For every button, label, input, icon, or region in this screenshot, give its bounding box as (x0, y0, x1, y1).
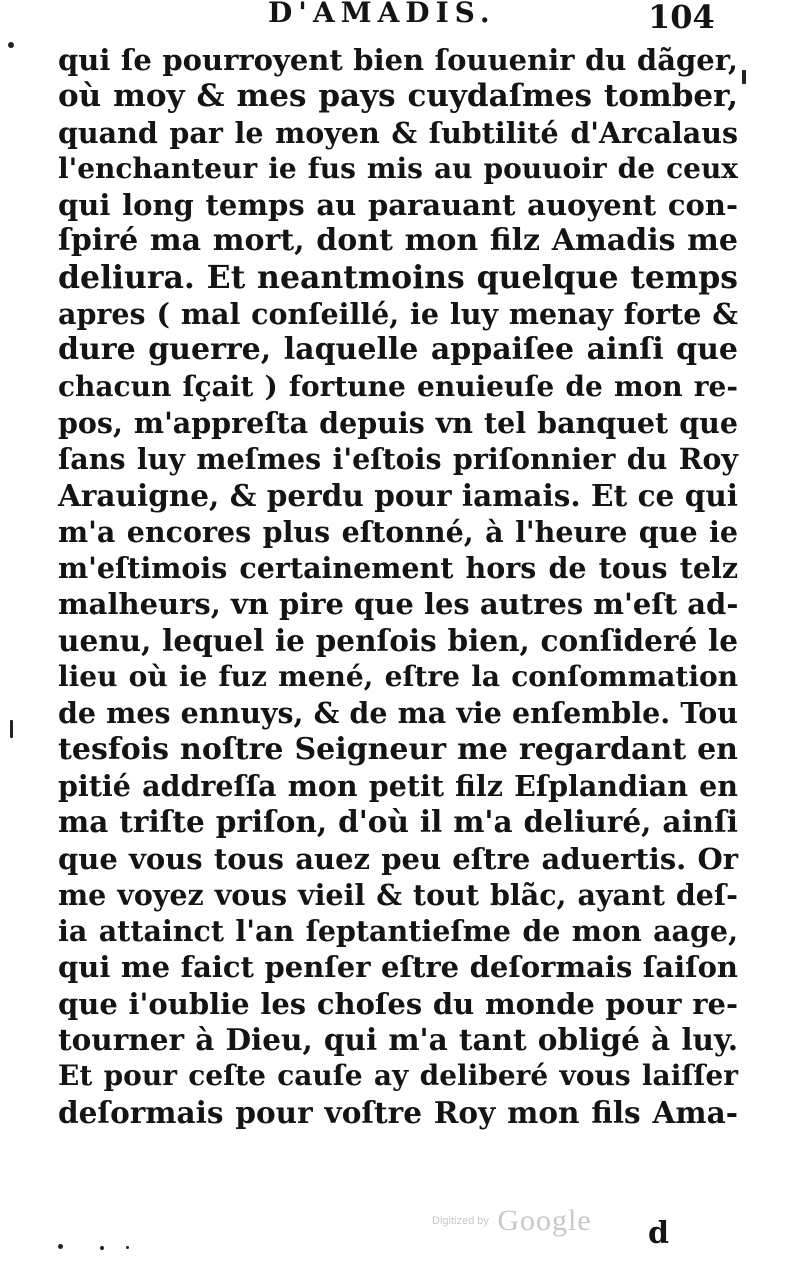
text-line: ſpiré ma mort, dont mon filz Amadis me (58, 223, 738, 259)
text-line: Et pour ceſte cauſe ay deliberé vous laiſſer (58, 1059, 738, 1093)
text-line: qui ſe pourroyent bien ſouuenir du dãger, (58, 43, 738, 77)
text-line: chacun ſçait ) fortune enuieuſe de mon re- (58, 369, 738, 403)
catchword: d (648, 1216, 669, 1251)
text-line: de mes ennuys, & de ma vie enſemble. Tou (58, 696, 738, 731)
text-line: ia attainct l'an ſeptantieſme de mon aage, (58, 914, 738, 949)
text-line: que vous tous auez peu eſtre aduertis. Or (58, 841, 738, 876)
margin-speck (742, 70, 746, 84)
page-number: 104 (648, 0, 715, 36)
text-line: apres ( mal conſeillé, ie luy menay forte & (58, 297, 738, 332)
text-line: ſans luy meſmes i'eſtois priſonnier du Roy (58, 442, 738, 477)
text-line: tesfois noſtre Seigneur me regardant en (58, 731, 738, 767)
running-head: D'AMADIS. (268, 0, 496, 29)
digitized-watermark (432, 1204, 592, 1238)
margin-speck (58, 1244, 63, 1249)
text-line: malheurs, vn pire que les autres m'eſt ad- (58, 587, 739, 622)
text-line: lieu où ie fuz mené, eſtre la conſommation (58, 660, 738, 694)
watermark-small-text: Digitized by (432, 1215, 489, 1227)
text-line: me voyez vous vieil & tout blãc, ayant deſ- (58, 877, 738, 912)
text-line: dure guerre, laquelle appaiſee ainſi que (58, 332, 738, 368)
body-text (58, 42, 738, 1131)
text-line: uenu, lequel ie penſois bien, conſideré le (58, 622, 738, 658)
text-line: pos, m'appreſta depuis vn tel banquet que (58, 405, 738, 440)
margin-speck (10, 720, 13, 738)
text-line: pitié addreſſa mon petit filz Eſplandian en (58, 768, 738, 803)
text-line: qui me faict penſer eſtre deſormais ſaiſon (58, 950, 738, 985)
text-line: où moy & mes pays cuydaſmes tomber, (58, 78, 738, 115)
margin-speck (100, 1246, 104, 1250)
text-line: qui long temps au parauant auoyent con- (58, 188, 738, 223)
text-line: quand par le moyen & ſubtilité d'Arcalaus (58, 115, 738, 150)
watermark-logo-text: Google (497, 1204, 592, 1237)
text-line: m'a encores plus eſtonné, à l'heure que ie (58, 514, 738, 549)
text-line: Arauigne, & perdu pour iamais. Et ce qui (58, 477, 738, 513)
text-line: ma triſte priſon, d'où il m'a deliuré, ainſi (58, 804, 738, 840)
text-line: tourner à Dieu, qui m'a tant obligé à luy. (58, 1022, 738, 1058)
margin-speck (8, 42, 14, 48)
text-line: l'enchanteur ie fus mis au pouuoir de ceux (58, 151, 738, 185)
text-line: que i'oublie les choſes du monde pour re- (58, 986, 738, 1021)
text-line: deſormais pour voſtre Roy mon fils Ama- (58, 1094, 738, 1130)
text-line: m'eſtimois certainement hors de tous telz (58, 551, 738, 586)
margin-speck (126, 1246, 129, 1249)
text-line: deliura. Et neantmoins quelque temps (58, 258, 738, 296)
